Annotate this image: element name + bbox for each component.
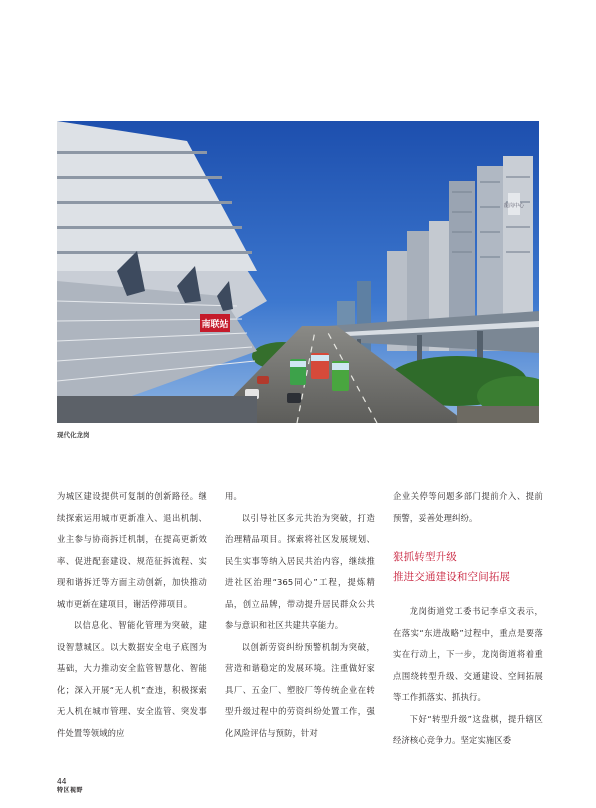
paragraph: 以信息化、智能化管理为突破，建设智慧城区。以大数据安全电子底图为基础，大力推动安全监管智慧化、智能化；深入开展“无人机”查违，积极探索无人机在城市管理、安全监管、突发事件处置等领域的应 [57, 620, 207, 738]
tower-sign: 龍岗中心 [503, 203, 525, 209]
paragraph: 龙岗街道党工委书记李卓文表示，在落实“东进战略”过程中，重点是要落实在行动上，下一步，龙岗街道将着重点围绕转型升级、交通建设、空间拓展等工作抓落实、抓执行。 [393, 606, 543, 702]
paragraph: 企业关停等问题多部门提前介入、提前预警，妥善处理纠纷。 [393, 491, 543, 523]
paragraph: 为城区建设提供可复制的创新路径。继续探索运用城市更新准入、退出机制、业主参与协商拆迁机制，在提高更新效率、促进配套建设、规范征拆流程、实现和谐拆迁等方面主动创新，加快推动城市更新在建项目，谢活停滞项目。 [57, 491, 207, 609]
article-column-1 [57, 486, 207, 744]
publication-name: 特区视野 [57, 787, 84, 794]
paragraph: 以引导社区多元共治为突破，打造治理精品项目。探索将社区发展规划、民生实事等纳入居民共治内容，继续推进社区治理“365同心”工程，提炼精品，创立品牌，带动提升居民群众公共参与意识和社区共建共享能力。 [225, 512, 375, 630]
paragraph: 以创新劳资纠纷预警机制为突破，营造和谐稳定的发展环境。注重做好家具厂、五金厂、塑胶厂等传统企业在转型升级过程中的劳资纠纷处置工作，强化风险评估与预防，针对 [225, 641, 375, 738]
paragraph: 用。 [225, 491, 242, 501]
paragraph: 下好“转型升级”这盘棋，提升辖区经济核心竞争力。坚定实施区委 [393, 713, 543, 745]
city-illustration [57, 121, 539, 423]
city-photo [57, 121, 539, 423]
station-sign: 南联站 [201, 320, 229, 330]
article-column-3 [393, 486, 543, 752]
section-subheading [393, 547, 543, 587]
subheading-line: 推进交通建设和空间拓展 [393, 571, 511, 583]
page-number: 44 [57, 777, 67, 786]
subheading-line: 狠抓转型升级 [393, 551, 457, 563]
page-folio [57, 777, 83, 795]
article-column-2 [225, 486, 375, 744]
photo-caption: 现代化龙岗 [57, 431, 90, 439]
